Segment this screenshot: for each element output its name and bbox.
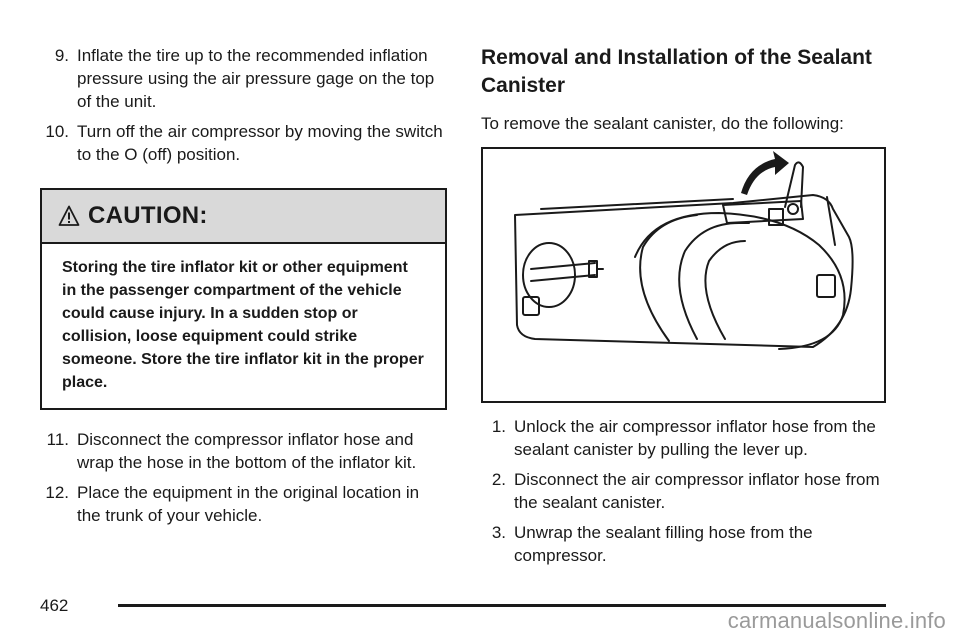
- step-11: [40, 428, 447, 474]
- caution-title: CAUTION:: [88, 202, 208, 229]
- right-column: [481, 44, 886, 574]
- step-text: Place the equipment in the original location in the trunk of your vehicle.: [77, 483, 420, 525]
- step-text: Inflate the tire up to the recommended inflation pressure using the air pressure gage on the top of the unit.: [77, 46, 435, 111]
- caution-box: [40, 188, 447, 410]
- step-12: [40, 481, 447, 527]
- step-number: 9.: [54, 46, 69, 65]
- step-10: [40, 120, 447, 166]
- step-number: 1.: [491, 417, 506, 436]
- sealant-canister-figure: [481, 147, 886, 403]
- removal-steps: [481, 415, 886, 567]
- caution-header: [42, 190, 445, 244]
- caution-text: Storing the tire inflator kit or other equipment in the passenger compartment of the vehicle could cause injury. In a sudden stop or collision, loose equipment could strike someone. Store the tire inflator kit in the proper place.: [62, 259, 424, 391]
- step-text: Unlock the air compressor inflator hose from the sealant canister by pulling the lever up.: [514, 417, 876, 459]
- step-text: Disconnect the compressor inflator hose and wrap the hose in the bottom of the inflator kit.: [77, 430, 417, 472]
- step-number: 2.: [491, 470, 506, 489]
- removal-step-2: [481, 468, 886, 514]
- step-text: Disconnect the air compressor inflator hose from the sealant canister.: [514, 470, 880, 512]
- step-number: 11.: [46, 430, 69, 449]
- sealant-canister-lever-illustration: [483, 149, 884, 401]
- step-9: [40, 44, 447, 113]
- removal-step-3: [481, 521, 886, 567]
- watermark: carmanualsonline.info: [727, 608, 946, 633]
- step-text: Unwrap the sealant filling hose from the compressor.: [514, 523, 813, 565]
- step-text: Turn off the air compressor by moving the switch to the O (off) position.: [77, 122, 443, 164]
- section-heading: Removal and Installation of the Sealant Canister: [481, 46, 872, 97]
- footer-divider: [118, 604, 886, 607]
- warning-triangle-icon: [58, 205, 80, 227]
- left-column: [40, 44, 447, 534]
- intro-text: To remove the sealant canister, do the following:: [481, 114, 844, 133]
- page-number: 462: [40, 596, 69, 615]
- step-number: 3.: [491, 523, 506, 542]
- removal-step-1: [481, 415, 886, 461]
- step-number: 12.: [45, 483, 69, 502]
- step-number: 10.: [45, 122, 69, 141]
